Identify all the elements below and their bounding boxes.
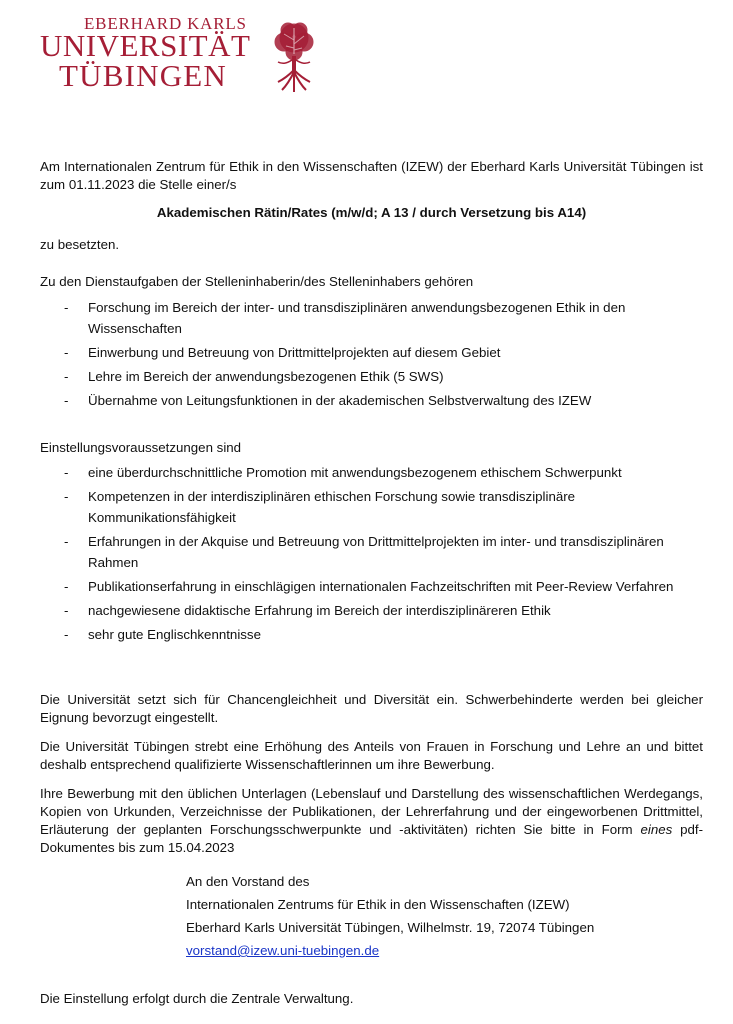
duty-text: Übernahme von Leitungsfunktionen in der akademischen Selbstverwaltung des IZEW — [88, 393, 592, 408]
requirement-text: Erfahrungen in der Akquise und Betreuung von Drittmittelprojekten im inter- und transdisziplinären Rahmen — [88, 534, 664, 570]
list-dash: - — [64, 603, 69, 618]
list-item — [40, 366, 703, 387]
list-item — [40, 390, 703, 411]
address-line-3: Eberhard Karls Universität Tübingen, Wilhelmstr. 19, 72074 Tübingen — [186, 920, 595, 935]
duties-list — [40, 297, 703, 414]
list-dash: - — [64, 465, 69, 480]
requirement-text: sehr gute Englischkenntnisse — [88, 627, 261, 642]
list-item — [40, 600, 703, 621]
duties-heading: Zu den Dienstaufgaben der Stelleninhaberin/des Stelleninhabers gehören — [40, 274, 474, 289]
application-text: Ihre Bewerbung mit den üblichen Unterlagen (Lebenslauf und Darstellung des wissenschaftlichen Werdegangs, Kopien von Urkunden, Verzeichnisse der Publikationen, der Lehrerfahrung und der eingeworbenen Drittmittel, Erläuterung der geplanten Forschungsschwerpunkte und -aktivitäten) richten Sie bitte in Form — [40, 786, 703, 837]
list-item — [40, 342, 703, 363]
list-dash: - — [64, 369, 69, 384]
logo-line-1: EBERHARD KARLS — [84, 14, 247, 33]
duty-text: Lehre im Bereich der anwendungsbezogenen Ethik (5 SWS) — [88, 369, 444, 384]
address-block — [186, 870, 594, 962]
palm-tree-icon — [272, 20, 316, 94]
address-line-1: An den Vorstand des — [186, 874, 310, 889]
application-paragraph — [40, 785, 703, 857]
list-item — [40, 297, 703, 339]
logo-line-3: TÜBINGEN — [59, 58, 228, 93]
women-paragraph: Die Universität Tübingen strebt eine Erhöhung des Anteils von Frauen in Forschung und Lehre an und bittet deshalb entsprechend qualifizierte Wissenschaftlerinnen um ihre Bewerbung. — [40, 739, 703, 772]
list-item — [40, 486, 703, 528]
logo-line-2: UNIVERSITÄT — [40, 28, 251, 63]
intro-paragraph: Am Internationalen Zentrum für Ethik in den Wissenschaften (IZEW) der Eberhard Karls Universität Tübingen ist zum 01.11.2023 die Stelle einer/s — [40, 159, 703, 192]
email-link[interactable]: vorstand@izew.uni-tuebingen.de — [186, 943, 380, 958]
list-item — [40, 576, 703, 597]
list-dash: - — [64, 345, 69, 360]
list-item — [40, 462, 703, 483]
duty-text: Forschung im Bereich der inter- und transdisziplinären anwendungsbezogenen Ethik in den Wissenschaften — [88, 300, 626, 336]
fill-text: zu besetzten. — [40, 237, 120, 252]
address-line-2: Internationalen Zentrums für Ethik in den Wissenschaften (IZEW) — [186, 897, 570, 912]
requirement-text: Kompetenzen in der interdisziplinären ethischen Forschung sowie transdisziplinäre Kommunikationsfähigkeit — [88, 489, 576, 525]
list-dash: - — [64, 627, 69, 642]
list-dash: - — [64, 534, 69, 549]
list-item — [40, 624, 703, 645]
list-dash: - — [64, 393, 69, 408]
duty-text: Einwerbung und Betreuung von Drittmittelprojekten auf diesem Gebiet — [88, 345, 501, 360]
list-dash: - — [64, 300, 69, 315]
requirement-text: nachgewiesene didaktische Erfahrung im Bereich der interdisziplinäreren Ethik — [88, 603, 551, 618]
university-logo[interactable] — [40, 14, 340, 94]
application-italic: eines — [640, 822, 673, 837]
application-deadline: pdf-Dokumentes bis zum 15.04.2023 — [40, 822, 703, 855]
closing-statement: Die Einstellung erfolgt durch die Zentrale Verwaltung. — [40, 991, 354, 1006]
diversity-paragraph: Die Universität setzt sich für Chancengleichheit und Diversität ein. Schwerbehinderte werden bei gleicher Eignung bevorzugt eingestellt. — [40, 692, 703, 725]
list-dash: - — [64, 489, 69, 504]
requirements-list — [40, 462, 703, 648]
list-item — [40, 531, 703, 573]
requirement-text: eine überdurchschnittliche Promotion mit anwendungsbezogenem ethischem Schwerpunkt — [88, 465, 622, 480]
requirements-heading: Einstellungsvoraussetzungen sind — [40, 440, 242, 455]
list-dash: - — [64, 579, 69, 594]
position-title: Akademischen Rätin/Rates (m/w/d; A 13 / durch Versetzung bis A14) — [156, 205, 587, 220]
requirement-text: Publikationserfahrung in einschlägigen internationalen Fachzeitschriften mit Peer-Review Verfahren — [88, 579, 674, 594]
